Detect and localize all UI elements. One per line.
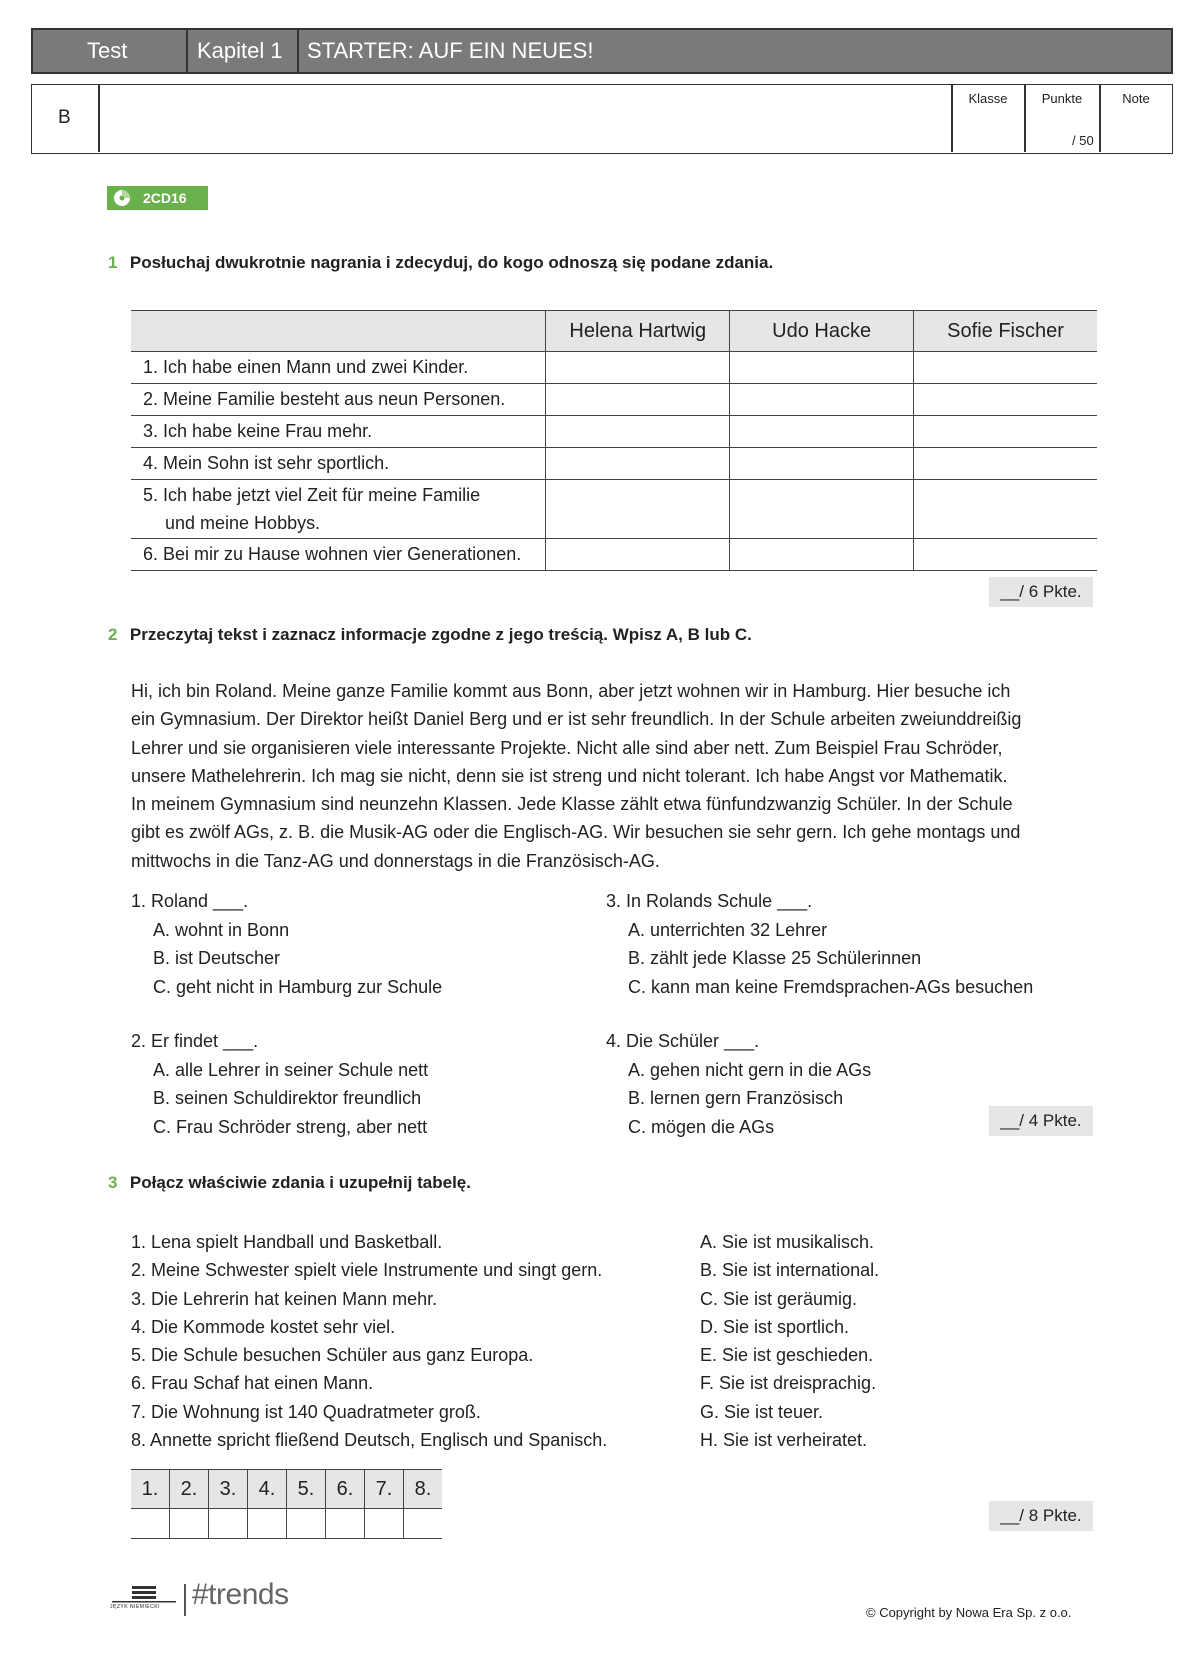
klasse-label: Klasse (968, 91, 1008, 106)
list-item: H. Sie ist verheiratet. (700, 1430, 868, 1451)
list-item: E. Sie ist geschieden. (700, 1345, 874, 1366)
answer-cell[interactable] (546, 480, 730, 539)
answer-cell[interactable] (730, 480, 914, 539)
list-item: 2. Meine Schwester spielt viele Instrumente und singt gern. (131, 1260, 603, 1281)
text-line: gibt es zwölf AGs, z. B. die Musik-AG oder die Englisch-AG. Wir besuchen sie sehr gern. Ich gehe montags und (131, 822, 1021, 843)
text-line: Lehrer und sie organisieren viele interessante Projekte. Nicht alle sind aber nett. Zum Beispiel Frau Schröder, (131, 737, 1003, 758)
q3-instruction: Połącz właściwie zdania i uzupełnij tabelę. (129, 1173, 471, 1192)
option: A. alle Lehrer in seiner Schule nett (153, 1059, 429, 1080)
row-text: Ich habe keine Frau mehr. (163, 421, 373, 441)
q2-points: __/ 4 Pkte. (989, 1106, 1093, 1136)
option: A. unterrichten 32 Lehrer (628, 919, 828, 940)
answer-cell[interactable] (326, 1509, 365, 1539)
q1-empty-header (131, 311, 546, 352)
list-item: F. Sie ist dreisprachig. (700, 1373, 877, 1394)
q1-points: __/ 6 Pkte. (989, 577, 1093, 607)
text-line: mittwochs in die Tanz-AG und donnerstags in die Französisch-AG. (131, 850, 660, 871)
answer-cell[interactable] (730, 352, 914, 384)
list-item: B. Sie ist international. (700, 1260, 880, 1281)
q3-heading (108, 1173, 471, 1193)
list-item: 1. Lena spielt Handball und Basketball. (131, 1232, 443, 1252)
row-text: Mein Sohn ist sehr sportlich. (163, 453, 390, 473)
option: C. Frau Schröder streng, aber nett (153, 1116, 428, 1137)
q1-table-header (131, 311, 1097, 352)
q3-answer-row (131, 1509, 442, 1539)
q2-item-3 (606, 887, 1033, 1001)
list-item: G. Sie ist teuer. (700, 1401, 824, 1422)
q3-col-header: 3. (209, 1470, 248, 1509)
audio-track-badge (107, 186, 208, 210)
item-stem: 2. Er findet ___. (131, 1031, 259, 1051)
list-item: 3. Die Lehrerin hat keinen Mann mehr. (131, 1288, 438, 1309)
option: C. mögen die AGs (628, 1116, 775, 1137)
list-item: A. Sie ist musikalisch. (700, 1232, 875, 1252)
group-label: B (58, 107, 71, 128)
note-label: Note (1122, 91, 1150, 106)
info-divider (98, 85, 100, 152)
table-row (131, 539, 1097, 571)
q1-statement (131, 448, 546, 480)
row-text: Meine Familie besteht aus neun Personen. (163, 389, 506, 409)
row-text: Ich habe jetzt viel Zeit für meine Familie (163, 485, 481, 505)
answer-cell[interactable] (730, 416, 914, 448)
item-stem: 4. Die Schüler ___. (606, 1031, 760, 1051)
answer-cell[interactable] (730, 539, 914, 571)
student-info-row (31, 84, 1173, 154)
q1-col-header: Helena Hartwig (546, 311, 730, 352)
cd-icon (113, 189, 131, 207)
answer-cell[interactable] (131, 1509, 170, 1539)
table-row (131, 384, 1097, 416)
q3-left-list (131, 1228, 607, 1454)
q3-answer-table (131, 1469, 442, 1539)
q2-item-1 (131, 887, 442, 1001)
book-icon (110, 1584, 178, 1604)
q1-statement (131, 539, 546, 571)
copyright: © Copyright by Nowa Era Sp. z o.o. (866, 1605, 1072, 1620)
answer-cell[interactable] (546, 539, 730, 571)
list-item: 8. Annette spricht fließend Deutsch, Englisch und Spanisch. (131, 1430, 608, 1451)
row-number: 1. (143, 357, 159, 377)
list-item: C. Sie ist geräumig. (700, 1288, 858, 1309)
list-item: 4. Die Kommode kostet sehr viel. (131, 1316, 396, 1337)
audio-track-label: 2CD16 (143, 190, 187, 206)
q1-number: 1 (108, 253, 118, 272)
header-divider (297, 30, 299, 72)
answer-cell[interactable] (546, 416, 730, 448)
answer-cell[interactable] (404, 1509, 443, 1539)
q3-number: 3 (108, 1173, 118, 1192)
row-number: 2. (143, 389, 159, 409)
q1-statement (131, 416, 546, 448)
q2-number: 2 (108, 625, 118, 644)
option: B. seinen Schuldirektor freundlich (153, 1088, 422, 1108)
header-divider (186, 30, 188, 72)
answer-cell[interactable] (914, 416, 1097, 448)
q1-heading (108, 253, 773, 273)
row-text: Bei mir zu Hause wohnen vier Generationen. (163, 544, 522, 564)
table-row (131, 352, 1097, 384)
text-line: In meinem Gymnasium sind neunzehn Klassen. Jede Klasse zählt etwa fünfundzwanzig Schüler. In der Schule (131, 794, 1013, 815)
header-bar (31, 28, 1173, 74)
q3-table-header (131, 1470, 442, 1509)
answer-cell[interactable] (730, 384, 914, 416)
answer-cell[interactable] (365, 1509, 404, 1539)
item-stem: 3. In Rolands Schule ___. (606, 891, 813, 911)
q3-right-list (700, 1228, 879, 1454)
text-line: ein Gymnasium. Der Direktor heißt Daniel Berg und er ist sehr freundlich. In der Schule arbeiten zweiunddreißig (131, 709, 1022, 730)
punkte-total: / 50 (1072, 133, 1094, 148)
q1-table (131, 310, 1097, 571)
footer-divider (184, 1584, 186, 1616)
q1-statement (131, 352, 546, 384)
option: B. ist Deutscher (153, 948, 281, 968)
publisher-small-text: JĘZYK NIEMIECKI (110, 1604, 161, 1610)
q1-col-header: Sofie Fischer (914, 311, 1097, 352)
answer-cell[interactable] (170, 1509, 209, 1539)
q3-col-header: 6. (326, 1470, 365, 1509)
item-stem: 1. Roland ___. (131, 891, 249, 911)
q3-points: __/ 8 Pkte. (989, 1501, 1093, 1531)
punkte-label: Punkte (1041, 91, 1083, 106)
table-row (131, 448, 1097, 480)
table-row (131, 416, 1097, 448)
answer-cell[interactable] (546, 384, 730, 416)
text-line: Hi, ich bin Roland. Meine ganze Familie kommt aus Bonn, aber jetzt wohnen wir in Hamburg. Hier besuche ich (131, 681, 1011, 701)
answer-cell[interactable] (914, 539, 1097, 571)
q3-col-header: 4. (248, 1470, 287, 1509)
answer-cell[interactable] (209, 1509, 248, 1539)
list-item: D. Sie ist sportlich. (700, 1316, 850, 1337)
q1-instruction: Posłuchaj dwukrotnie nagrania i zdecyduj, do kogo odnoszą się podane zdania. (129, 253, 774, 272)
row-text: Ich habe einen Mann und zwei Kinder. (163, 357, 469, 377)
row-text-continued: und meine Hobbys. (165, 513, 321, 533)
q3-col-header: 2. (170, 1470, 209, 1509)
answer-cell[interactable] (914, 480, 1097, 539)
row-number: 3. (143, 421, 159, 441)
q2-heading (108, 625, 752, 645)
q3-col-header: 7. (365, 1470, 404, 1509)
q3-col-header: 1. (131, 1470, 170, 1509)
text-line: unsere Mathelehrerin. Ich mag sie nicht, denn sie ist streng und nicht tolerant. Ich habe Angst vor Mathematik. (131, 765, 1008, 786)
answer-cell[interactable] (914, 448, 1097, 480)
option: B. zählt jede Klasse 25 Schülerinnen (628, 948, 922, 968)
option: A. gehen nicht gern in die AGs (628, 1059, 872, 1080)
list-item: 5. Die Schule besuchen Schüler aus ganz Europa. (131, 1345, 534, 1366)
list-item: 7. Die Wohnung ist 140 Quadratmeter groß. (131, 1401, 481, 1422)
answer-cell[interactable] (546, 352, 730, 384)
answer-cell[interactable] (546, 448, 730, 480)
q1-statement (131, 384, 546, 416)
answer-cell[interactable] (914, 384, 1097, 416)
q3-col-header: 8. (404, 1470, 443, 1509)
q3-col-header: 5. (287, 1470, 326, 1509)
answer-cell[interactable] (248, 1509, 287, 1539)
q2-item-4 (606, 1027, 871, 1141)
test-label: Test (87, 38, 128, 63)
answer-cell[interactable] (730, 448, 914, 480)
list-item: 6. Frau Schaf hat einen Mann. (131, 1373, 374, 1394)
q2-instruction: Przeczytaj tekst i zaznacz informacje zgodne z jego treścią. Wpisz A, B lub C. (129, 625, 752, 644)
q2-item-2 (131, 1027, 428, 1141)
table-row (131, 480, 1097, 539)
option: B. lernen gern Französisch (628, 1088, 844, 1108)
q1-statement (131, 480, 546, 539)
option: C. geht nicht in Hamburg zur Schule (153, 976, 443, 997)
answer-cell[interactable] (914, 352, 1097, 384)
brand-logo: #trends (192, 1578, 289, 1611)
q2-reading-text (131, 677, 1095, 875)
chapter-label: Kapitel 1 (197, 38, 283, 63)
option: A. wohnt in Bonn (153, 919, 290, 940)
answer-cell[interactable] (287, 1509, 326, 1539)
q1-col-header: Udo Hacke (730, 311, 914, 352)
publisher-logo (110, 1584, 178, 1612)
row-number: 6. (143, 544, 159, 564)
chapter-title: STARTER: AUF EIN NEUES! (307, 38, 594, 63)
option: C. kann man keine Fremdsprachen-AGs besuchen (628, 976, 1034, 997)
row-number: 5. (143, 485, 159, 505)
row-number: 4. (143, 453, 159, 473)
